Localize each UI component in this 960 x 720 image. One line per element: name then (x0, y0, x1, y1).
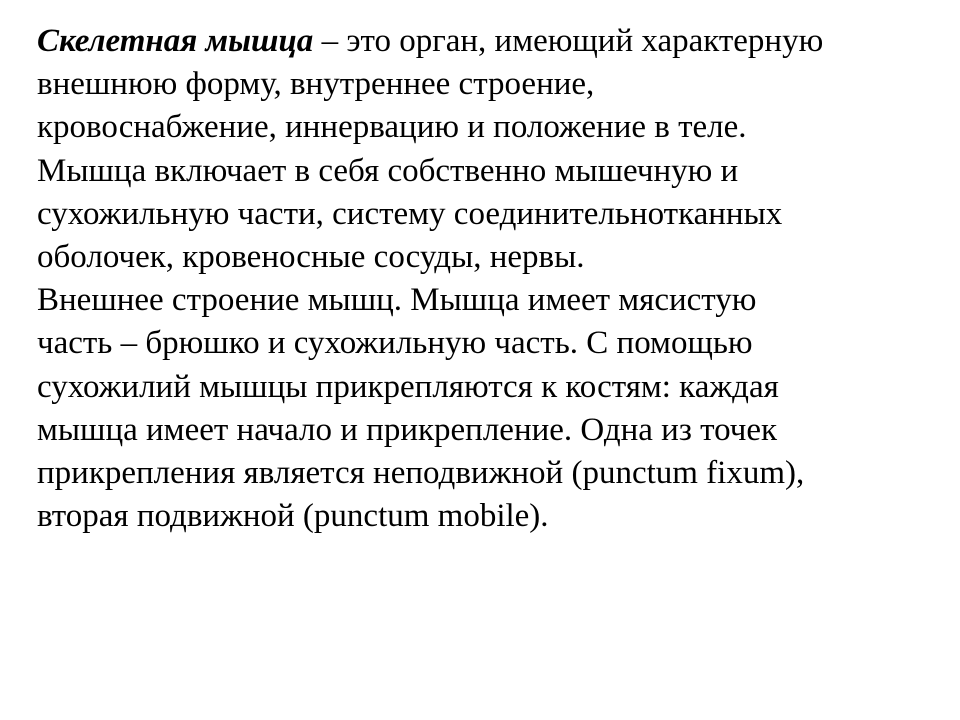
text-line: мышца имеет начало и прикрепление. Одна из точек (37, 411, 778, 448)
text-line: сухожильную части, систему соединительнотканных (37, 195, 783, 232)
text-line: часть – брюшко и сухожильную часть. С помощью (37, 325, 753, 362)
text-line: вторая подвижной (punctum mobile). (37, 498, 549, 535)
definition-text: – это орган, имеющий характерную (313, 23, 824, 59)
text-line: прикрепления является неподвижной (punctum fixum), (37, 455, 805, 492)
text-line: кровоснабжение, иннервацию и положение в теле. (37, 109, 747, 146)
text-line (37, 20, 937, 63)
text-line: оболочек, кровеносные сосуды, нервы. (37, 239, 585, 276)
text-line: внешнюю форму, внутреннее строение, (37, 66, 595, 103)
text-line: сухожилий мышцы прикрепляются к костям: каждая (37, 368, 779, 405)
text-line: Внешнее строение мышц. Мышца имеет мясистую (37, 282, 757, 319)
term-skeletal-muscle: Скелетная мышца (37, 23, 314, 59)
text-line: Мышца включает в себя собственно мышечную и (37, 152, 739, 189)
slide-text (37, 20, 937, 538)
